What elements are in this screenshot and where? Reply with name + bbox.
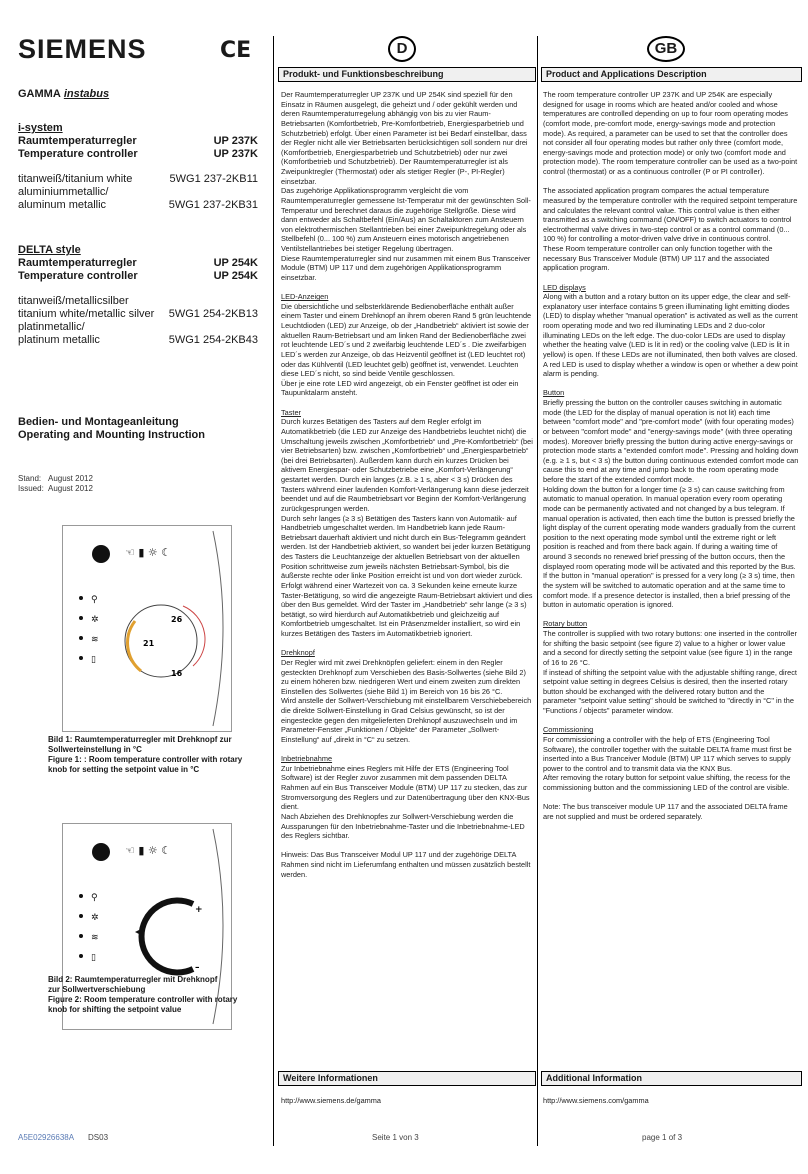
de-taster-title: Taster [281,407,301,417]
svg-text:☜ ▮ ☼ ☾: ☜ ▮ ☼ ☾ [125,844,172,857]
en-led-text: Along with a button and a rotary button on its upper edge, the clear and self-explanatory user interface contains 5 green illuminating light emitting diodes (LED) to display whether "manual operation" is activated as well as the current room operating mode and two red illuminating LEDs and 2 duo-color illuminating LEDs on the left edge. The duo-color LEDs are used to display whether the heating valve (LED is lit in red) or the cooling valve (LED is lit in yellow) is open. If these LEDs are not illuminated, then both valves are closed. [543,292,798,359]
svg-text:▯: ▯ [91,655,96,665]
svg-text:⚲: ⚲ [91,595,98,605]
instructions-title [18,416,258,442]
de-taster-text: Durch kurzes Betätigen des Tasters auf dem Regler erfolgt im Automatikbetrieb (die LED zur Anzeige des Handbetriebs leuchtet nicht) die Umschaltung jeweils zwischen „Komfortbetrieb“ und „Pre-Komfortbetrieb“ (bei vier Betriebsarten) bzw. zwischen „Komfortbetrieb“ und „Energiesparbetrieb“ (bei drei Betriebsarten). Außerdem kann durch ein kurzes Drücken bei aktivem Energiespar- oder Schutzbetriebe eine „Komfort-Verlängerung“ gestartet werden. Durch ein langes (z.B. ≥ 1 s, aber < 3 s) Drücken des Tasters während einer laufenden Komfort-Verlängerung kann diese jederzeit beendet und auf die Raumbetriebsart vor Beginn der Komfort-Verlängerung zurückgesprungen werden. [281,417,533,513]
svg-text:≋: ≋ [91,933,99,943]
isystem-variant: titanweiß/titanium white 5WG1 237-2KB11 [18,173,258,185]
en-intro3: These Room temperature controller can only function together with the necessary Bus Transceiver Module (BTM) UP 117 and the associated application program. [543,244,773,273]
en-section-header: Product and Applications Description [541,67,802,82]
de-led-text: Die übersichtliche und selbsterklärende Bedienoberfläche enthält außer einem Taster und einem Drehknopf an ihrem oberen Rand 5 grün leuchtende Leuchtdioden (LED) zur Anzeige, ob der „Handbetrieb“ aktiviert ist sowie der aktuellen Raum-Betriebsart und am linken Rand der Bedienoberfläche zwei rot leuchtende LED´s und 2 zweifarbig leuchtende LED´s . Die zweifarbigen LED´s werden zur Anzeige, ob das Heizventil geöffnet ist (LED leuchtet rot) oder das Kühlventil (LED leuchtet gelb) geöffnet ist, verwendet. Leuchten diese LED´s nicht, so sind beide Ventile geschlossen. [281,301,532,379]
lang-badge-de: D [388,36,416,62]
column-divider-left [273,36,274,1146]
en-additional-header: Additional Information [541,1071,802,1086]
product-line-sub: instabus [63,88,110,100]
de-inbetrieb-text: Zur Inbetriebnahme eines Reglers mit Hilfe der ETS (Engineering Tool Software) ist der Regler zuvor zusammen mit dem passenden DELTA Rahmen auf ein Bus Transceiver Module (BTM) UP 117 zu stecken, das zur Stromversorgung des Reglers und zur Datenübertragung über den KNX-Bus dient. [281,763,530,812]
lang-badge-gb: GB [647,36,685,62]
minus-label: – [195,963,200,973]
svg-text:☜ ▮ ☼ ☾: ☜ ▮ ☼ ☾ [125,546,172,559]
en-commissioning-title: Commissioning [543,725,594,735]
delta-section [18,244,258,347]
dial-label-16: 16 [171,669,183,678]
instructions-en: Operating and Mounting Instruction [18,429,205,441]
figure-1-caption: Bild 1: Raumtemperaturregler mit Drehknopf zur Sollwerteinstellung in °C Figure 1: : Room temperature controller with rotary knob for setting the setpoint value in °C [48,735,243,774]
de-inbetrieb-title: Inbetriebnahme [281,754,333,764]
dial-label-26: 26 [171,615,183,624]
isystem-row: Temperature controller UP 237K [18,148,258,160]
isystem-variant: aluminiummetallic/ [18,186,109,198]
isystem-section [18,122,258,212]
de-taster-text2: Durch sehr langes (≥ 3 s) Betätigen des Tasters kann von Automatik- auf Handbetrieb umgeschaltet werden. Im Handbetrieb kann jede Raum-Betriebsart dauerhaft aktiviert und nicht durch ein Bus-Telegramm geändert werden. Ist der Handbetrieb aktiviert, so wandert bei jeder kurzen Betätigung des Tasters die Leuchtanzeige der aktuellen Betriebsart von der aktuellen Position schrittweise zum jeweils nächsten Betriebsart-Symbol, bis die äußerste rechte oder linke Position erreicht ist und von dort wieder zurück. Erfolgt während einer Wartezeit von ca. 3 Sekunden keine erneute kurze Taster-Betätigung, so wird die angezeigte Raum-Betriebsart aktiviert und dies über den Bus gemeldet. Wird der Taster im „Handbetrieb“ sehr lange (≥ 3 s) betätigt, so wird hierdurch auf Automatikbetrieb und gleichzeitig auf Komfortbetrieb umgeschaltet. Ist ein Präsenzmelder installiert, so wird ein kurzes Betätigen des Tasters im Automatikbetrieb ignoriert. [281,513,533,638]
de-drehknopf-title: Drehknopf [281,648,315,658]
product-line-name: GAMMA [18,88,61,100]
de-led-title: LED-Anzeigen [281,292,329,302]
footer-ds: DS03 [88,1133,109,1142]
de-intro: Der Raumtemperaturregler UP 237K und UP 254K sind speziell für den Einsatz in Räumen ausgelegt, die geheizt und / oder gekühlt werden und deren Raumtemperaturregelung abhängig von bis zu vier Raum-Betriebsarten (Komfortbetrieb, Pre-Komfortbetrieb, Energiesparbetrieb und Schutzbetrieb) erfolgt. Über einen Parameter ist bei Bedarf einstellbar, dass der Regler nicht alle vier Betriebsarten berücksichtigen soll sondern nur drei (Komfortbetrieb, Energiesparbetrieb und Schutzbetrieb) oder nur zwei (Komfortbetrieb und Schutzbetrieb). Der Raumtemperaturregler ist als Zweipunktregler (Thermostat) oder als stetiger Regler (P-, PI-Regler) einsetzbar. [281,90,528,186]
figure-1-illustration [63,526,231,731]
de-inbetrieb-text2: Nach Abziehen des Drehknopfes zur Sollwert-Verschiebung werden die Aussparungen für den Inbetriebnahme-Taster und die Inbetriebnahme-LED des Reglers sichtbar. [281,811,525,841]
column-divider-middle [537,36,538,1146]
de-weitere-header: Weitere Informationen [278,1071,536,1086]
isystem-variant: aluminum metallic 5WG1 237-2KB31 [18,199,258,211]
de-body [281,90,533,879]
siemens-logo: SIEMENS [18,34,147,64]
ce-mark: CE [220,38,252,63]
footer-seite: Seite 1 von 3 [372,1133,419,1142]
en-intro2: The associated application program compares the actual temperature measured by the temperature controller with the required setpoint temperature and calculates the relevant control value. This control value is then either transmitted as a switching command (ON/OFF) to switch actuators to control electrothermal valve drives in two-step control or as a control command (0... 100 %) for controlling a motor-driven valve drive in continuous control. [543,186,798,244]
svg-text:✲: ✲ [91,913,99,923]
en-rotary-text: The controller is supplied with two rotary buttons: one inserted in the controller for shifting the basic setpoint (see figure 2) value to a higher or lower value and a second for directly setting the setpoint value (see figure 1) in the range of 16 to 26 °C. [543,629,797,667]
svg-text:≋: ≋ [91,635,99,645]
en-button-title: Button [543,388,565,398]
svg-text:✲: ✲ [91,615,99,625]
de-hinweis: Hinweis: Das Bus Transceiver Modul UP 117 und der zugehörige DELTA Rahmen sind nicht im Lieferumfang enthalten und müssen zusätzlich bestellt werden. [281,850,531,879]
instructions-de: Bedien- und Montageanleitung [18,416,179,428]
isystem-row: Raumtemperaturregler UP 237K [18,135,258,147]
isystem-title: i-system [18,122,63,134]
de-drehknopf-text2: Wird anstelle der Sollwert-Verschiebung mit einstellbarem Verschiebebereich die direkte Sollwert-Einstellung in Grad Celsius gewünscht, so ist der eingesteckte gegen den mitgelieferten Drehknopf auszuwechseln und im Parameter-Fenster „Funktionen / Objekte“ der Parameter „Sollwert-Einstellung“ auf „direkt in °C“ zu setzen. [281,696,532,744]
en-rotary-text2: If instead of shifting the setpoint value with the adjustable shifting range, direct setpoint value setting in degrees Celsius is desired, then the inserted rotary button should be exchanged with the delivered rotary button and the parameter "setpoint value setting" should be switched to "directly in °C" in the "Functions / objects" parameter window. [543,667,797,715]
figure-1 [62,525,232,732]
footer-docno: A5E02926638A [18,1133,75,1142]
dial-label-21: 21 [143,639,155,648]
en-commissioning-text: For commissioning a controller with the help of ETS (Engineering Tool Software), the controller together with the suitable DELTA frame must first be inserted into a Bus Tranceiver Module (BTM) UP 117 which serves to supply power to the control and to transmit data via the KNX Bus. [543,734,792,773]
de-section-header: Produkt- und Funktionsbeschreibung [278,67,536,82]
delta-row: Temperature controller UP 254K [18,270,258,282]
en-led-title: LED displays [543,282,586,292]
figure-2-caption: Bild 2: Raumtemperaturregler mit Drehknopf zur Sollwertverschiebung Figure 2: Room temperature controller with rotary knob for shifting the setpoint value [48,975,238,1014]
de-drehknopf-text: Der Regler wird mit zwei Drehknöpfen geliefert: einem in den Regler gesteckten Drehknopf zum Verschieben des Basis-Sollwertes (siehe Bild 2) zu einem höheren bzw. niedrigeren Wert und einem zweiten zum direkten Einstellen des Sollwertes (siehe Bild 1) im Bereich von 16 bis 26 °C. [281,657,526,696]
en-rotary-title: Rotary button [543,619,588,629]
product-line [18,88,258,101]
footer-page: page 1 of 3 [642,1133,683,1142]
en-commissioning-text2: After removing the rotary button for setpoint value shifting, the recess for the commissioning button and the commissioning LED of the control are visible. [543,773,791,792]
de-url[interactable]: http://www.siemens.de/gamma [281,1096,381,1105]
en-led-text2: A red LED is used to display whether a window is open or whether a dew point alarm is pending. [543,359,798,379]
status-block: Stand: August 2012 Issued: August 2012 [18,474,93,493]
delta-variant: titanweiß/metallicsilber [18,295,129,307]
en-note: Note: The bus transceiver module UP 117 and the associated DELTA frame are not supplied and must be ordered separately. [543,802,788,821]
en-url[interactable]: http://www.siemens.com/gamma [543,1096,649,1105]
delta-variant: platinmetallic/ [18,321,85,333]
delta-title: DELTA style [18,244,81,256]
delta-variant: platinum metallic 5WG1 254-2KB43 [18,334,258,346]
de-intro3: Diese Raumtemperaturregler sind nur zusammen mit einem Bus Transceiver Module (BTM) UP 117 und dem zugehörigen Applikationsprogramm einsetzbar. [281,253,531,282]
en-button-text2: Holding down the button for a longer time (≥ 3 s) can cause switching from automatic to manual operation. In manual operation every room operating mode can be permanently activated and not changed by a bus telegram. If manual operation is activated, then each time the button is pressed briefly the light display of the current operating mode wanders gradually from the current position to the next operating mode symbol until the extreme right or left position is reached and from there back again. If during a waiting time of around 3 seconds no renewed brief pressing of the button occurs, then the displayed room operating mode will be activated and this reported by the Bus. If the button in "manual operation" is pressed for a very long (≥ 3 s) time, then the system will be switched to automatic operation and at the same time to comfort mode. If a presence detector is installed, then a brief pressing of the button in automatic operation is ignored. [543,484,796,610]
en-button-text: Briefly pressing the button on the controller causes switching in automatic mode (the LED for the display of manual operation is not lit) each time between "comfort mode" and "pre-comfort mode" (with four operating modes) or between "comfort mode" and "energy-savings mode" (with three operating modes). Moreover briefly pressing the button during active energy-savings or protection mode starts a "extended comfort mode". Pressing and holding down (e.g. ≥ 1 s, but < 3 s) the button during continuous extended comfort mode can cause this to end at any time and jump back to the room operating mode before the start of the extended comfort mode. [543,398,799,484]
svg-text:⚲: ⚲ [91,893,98,903]
de-led-text2: Über je eine rote LED wird angezeigt, ob ein Fenster geöffnet ist oder ein Taupunktalarm ansteht. [281,378,519,398]
svg-text:▯: ▯ [91,953,96,963]
plus-label: + [195,905,203,915]
delta-variant: titanium white/metallic silver 5WG1 254-2KB13 [18,308,258,320]
en-body [543,90,799,822]
de-intro2: Das zugehörige Applikationsprogramm vergleicht die vom Raumtemperaturregler gemessene Ist-Temperatur mit der gewünschten Soll-Temperatur und berechnet daraus die zugehörige Stellgröße. Diese wird dann entweder als Schaltbefehl (Ein/Aus) an Schaltaktoren zum Ansteuern von elektrothermischen Stellantrieben bei einer Zweipunktregelung oder als Stellbefehl (0... 100 %) zum Ansteuern eines motorisch angetriebenen Ventilstellantriebes bei stetiger Regelung übertragen. [281,186,531,253]
en-intro: The room temperature controller UP 237K and UP 254K are especially designed for usage in rooms which are heated and/or cooled and whose temperatures are controlled depending on up to four room operating modes (comfort mode, pre-comfort mode, energy-savings mode and protection mode). As required, a parameter can be used to set that the controller does not consider all four operating modes but rather only three (comfort mode, energy-savings mode and protection mode) or only two (comfort mode and protection mode). The room temperature controller can be used as a two-point control (thermostat) or as a continuous controller (P or PI controller). [543,90,798,176]
delta-row: Raumtemperaturregler UP 254K [18,257,258,269]
